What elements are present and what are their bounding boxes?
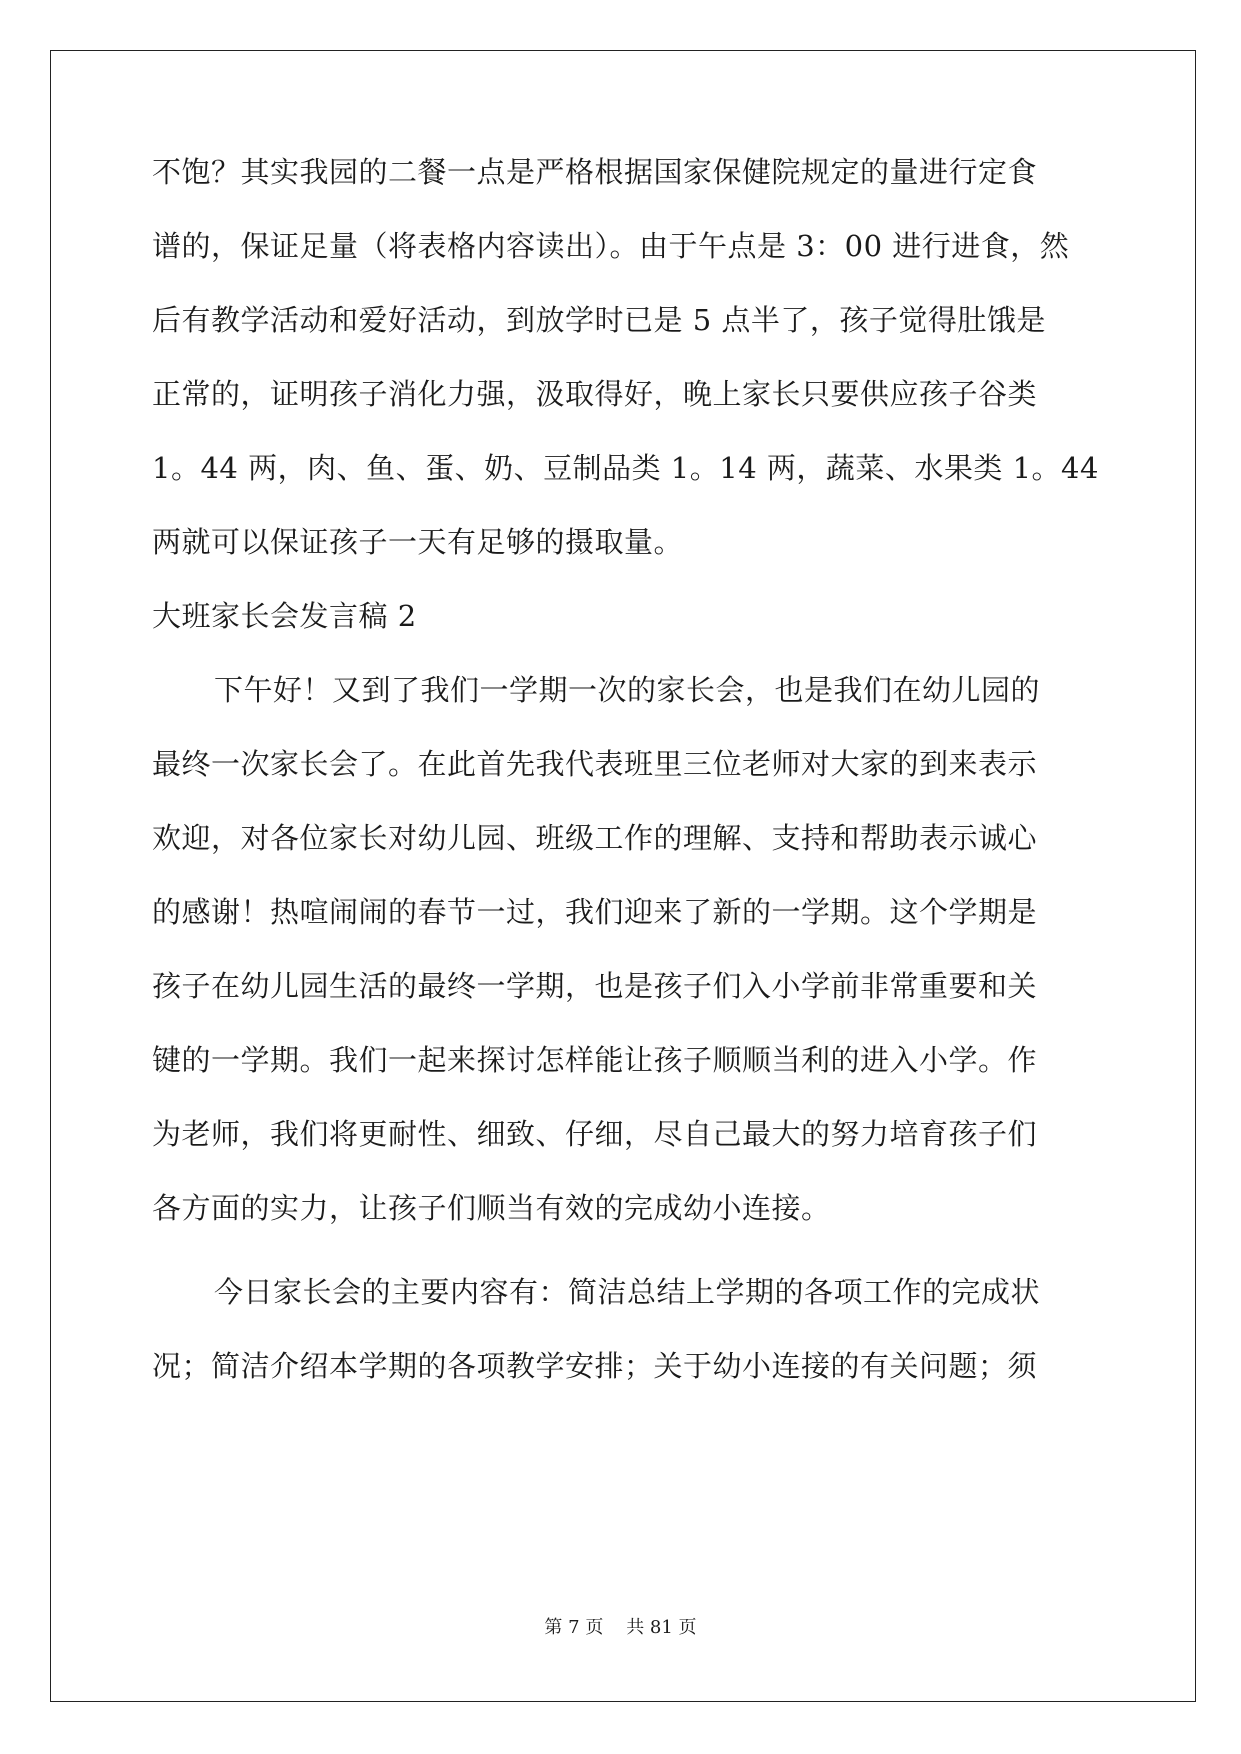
paragraph-line: 下午好！又到了我们一学期一次的家长会，也是我们在幼儿园的 — [214, 673, 1041, 707]
paragraph-line: 后有教学活动和爱好活动，到放学时已是 5 点半了，孩子觉得肚饿是 — [152, 303, 1046, 337]
paragraph-line: 孩子在幼儿园生活的最终一学期，也是孩子们入小学前非常重要和关 — [152, 969, 1038, 1003]
paragraph-line: 的感谢！热喧闹闹的春节一过，我们迎来了新的一学期。这个学期是 — [152, 895, 1038, 929]
paragraph-line: 最终一次家长会了。在此首先我代表班里三位老师对大家的到来表示 — [152, 747, 1038, 781]
section-heading: 大班家长会发言稿 2 — [152, 599, 417, 633]
paragraph-line: 键的一学期。我们一起来探讨怎样能让孩子顺顺当利的进入小学。作 — [152, 1043, 1038, 1077]
page-footer: 第 7 页 共 81 页 — [544, 1617, 697, 1638]
paragraph-line: 今日家长会的主要内容有：简洁总结上学期的各项工作的完成状 — [214, 1275, 1041, 1309]
paragraph-line: 1。44 两，肉、鱼、蛋、奶、豆制品类 1。14 两，蔬菜、水果类 1。44 — [152, 451, 1099, 485]
paragraph-line: 谱的，保证足量（将表格内容读出）。由于午点是 3：00 进行进食，然 — [152, 229, 1070, 263]
paragraph-line: 两就可以保证孩子一天有足够的摄取量。 — [152, 525, 684, 559]
paragraph-line: 为老师，我们将更耐性、细致、仔细，尽自己最大的努力培育孩子们 — [152, 1117, 1038, 1151]
paragraph-line: 各方面的实力，让孩子们顺当有效的完成幼小连接。 — [152, 1191, 831, 1225]
paragraph-line: 欢迎，对各位家长对幼儿园、班级工作的理解、支持和帮助表示诚心 — [152, 821, 1038, 855]
paragraph-line: 况；简洁介绍本学期的各项教学安排；关于幼小连接的有关问题；须 — [152, 1349, 1038, 1383]
paragraph-line: 不饱？其实我园的二餐一点是严格根据国家保健院规定的量进行定食 — [152, 155, 1038, 189]
page-border — [50, 50, 1196, 1702]
paragraph-line: 正常的，证明孩子消化力强，汲取得好，晚上家长只要供应孩子谷类 — [152, 377, 1038, 411]
